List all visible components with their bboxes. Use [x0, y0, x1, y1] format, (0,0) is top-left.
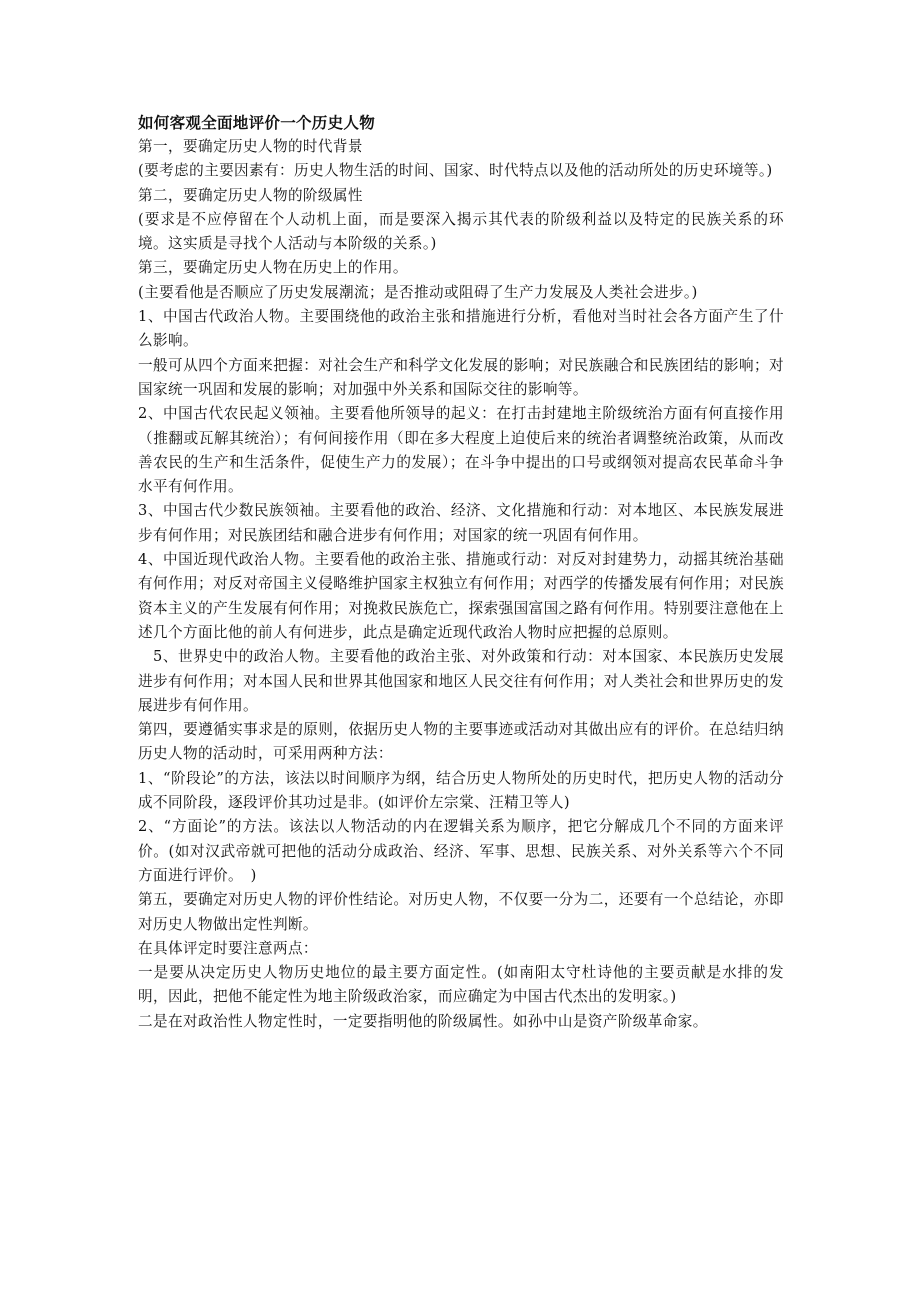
paragraph-19: 二是在对政治性人物定性时，一定要指明他的阶级属性。如孙中山是资产阶级革命家。: [138, 1012, 708, 1030]
paragraph-12: 5、世界史中的政治人物。主要看他的政治主张、对外政策和行动：对本国家、本民族历史发展进步有何作用；对本国人民和世界其他国家和地区人民交往有何作用；对人类社会和世界历史的发展进步有何作用。: [138, 648, 784, 714]
paragraph-6: (主要看他是否顺应了历史发展潮流；是否推动或阻碍了生产力发展及人类社会进步。): [138, 283, 698, 301]
paragraph-2: (要考虑的主要因素有：历史人物生活的时间、国家、时代特点以及他的活动所处的历史环境等。): [138, 162, 773, 180]
paragraph-18: 一是要从决定历史人物历史地位的最主要方面定性。(如南阳太守杜诗他的主要贡献是水排的发明，因此，把他不能定性为地主阶级政治家，而应确定为中国古代杰出的发明家。): [138, 964, 784, 1006]
document-body: [138, 111, 784, 1034]
paragraph-16: 第五，要确定对历史人物的评价性结论。对历史人物，不仅要一分为二，还要有一个总结论，亦即对历史人物做出定性判断。: [138, 891, 784, 933]
paragraph-1: 第一，要确定历史人物的时代背景: [138, 138, 363, 155]
paragraph-14: 1、“阶段论”的方法，该法以时间顺序为纲，结合历史人物所处的历史时代，把历史人物的活动分成不同阶段，逐段评价其功过是非。(如评价左宗棠、汪精卫等人): [138, 769, 784, 812]
paragraph-17: 在具体评定时要注意两点：: [138, 939, 318, 957]
document-title: 如何客观全面地评价一个历史人物: [138, 114, 376, 132]
paragraph-9: 2、中国古代农民起义领袖。主要看他所领导的起义：在打击封建地主阶级统治方面有何直接作用（推翻或瓦解其统治）；有何间接作用（即在多大程度上迫使后来的统治者调整统治政策，从而改善农民的生产和生活条件，促使生产力的发展）；在斗争中提出的口号或纲领对提高农民革命斗争水平有何作用。: [138, 405, 784, 496]
paragraph-8: 一般可从四个方面来把握：对社会生产和科学文化发展的影响；对民族融合和民族团结的影响；对国家统一巩固和发展的影响；对加强中外关系和国际交往的影响等。: [138, 356, 784, 398]
paragraph-7: 1、中国古代政治人物。主要围绕他的政治主张和措施进行分析，看他对当时社会各方面产生了什么影响。: [138, 308, 784, 350]
paragraph-4: (要求是不应停留在个人动机上面，而是要深入揭示其代表的阶级利益以及特定的民族关系的环境。这实质是寻找个人活动与本阶级的关系。): [138, 210, 784, 253]
paragraph-3: 第二，要确定历史人物的阶级属性: [138, 186, 363, 204]
paragraph-15: 2、“方面论”的方法。该法以人物活动的内在逻辑关系为顺序，把它分解成几个不同的方面来评价。(如对汉武帝就可把他的活动分成政治、经济、军事、思想、民族关系、对外关系等六个不同方面进行评价。 ): [138, 818, 784, 884]
paragraph-5: 第三，要确定历史人物在历史上的作用。: [138, 259, 408, 277]
paragraph-10: 3、中国古代少数民族领袖。主要看他的政治、经济、文化措施和行动：对本地区、本民族发展进步有何作用；对民族团结和融合进步有何作用；对国家的统一巩固有何作用。: [138, 502, 784, 544]
paragraph-13: 第四，要遵循实事求是的原则，依据历史人物的主要事迹或活动对其做出应有的评价。在总结归纳历史人物的活动时，可采用两种方法：: [138, 721, 784, 763]
paragraph-11: 4、中国近现代政治人物。主要看他的政治主张、措施或行动：对反对封建势力，动摇其统治基础有何作用；对反对帝国主义侵略维护国家主权独立有何作用；对西学的传播发展有何作用；对民族资本主义的产生发展有何作用；对挽救民族危亡，探索强国富国之路有何作用。特别要注意他在上述几个方面比他的前人有何进步，此点是确定近现代政治人物时应把握的总原则。: [138, 551, 784, 641]
